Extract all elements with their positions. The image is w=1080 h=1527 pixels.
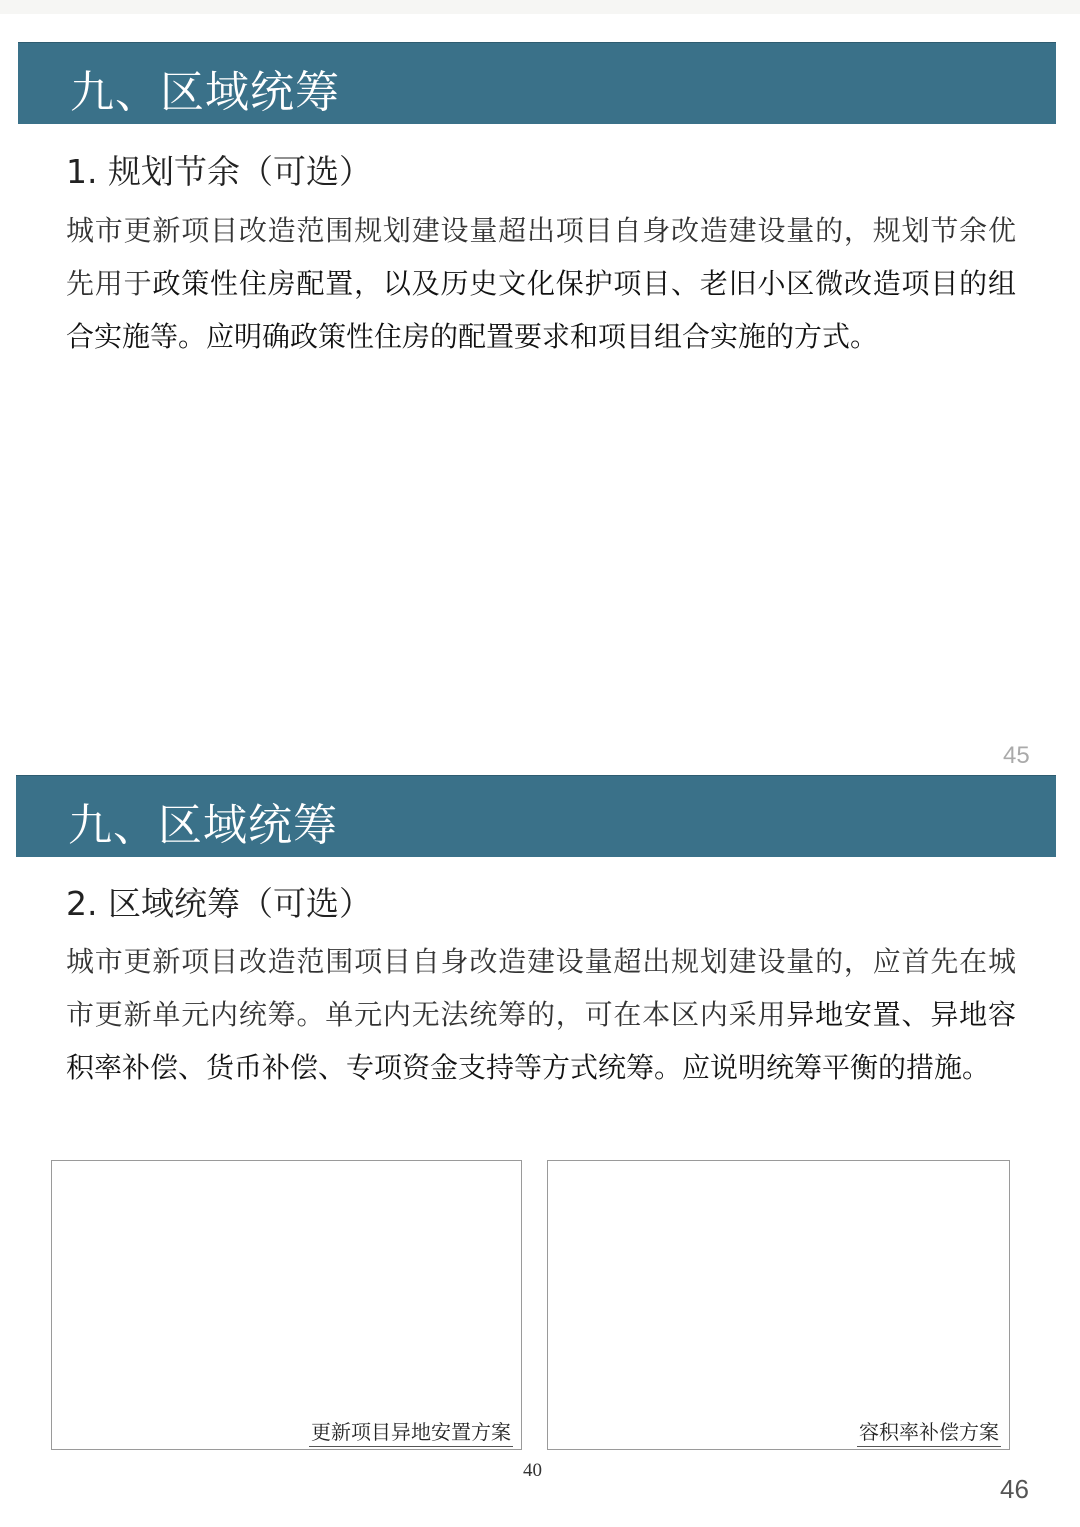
paragraph-text-emphasis: 异地安置、异地容积率补偿、货币补偿、专项资金支持等方式统筹。应说明统筹平衡的措施。 [66,998,1016,1084]
page-number: 46 [1000,1474,1029,1504]
page-number: 45 [1003,742,1030,769]
section-banner-1 [18,42,1056,124]
inner-page-number: 40 [523,1460,542,1481]
section-banner-2 [16,775,1056,857]
figure-relocation-plan [51,1160,522,1450]
paragraph-planning-surplus [66,204,1016,363]
subheading-planning-surplus: 1. 规划节余（可选） [66,152,372,191]
banner-title: 九、区域统筹 [68,800,338,851]
paragraph-text: 城市更新项目改造范围项目自身改造建设量超出规划建设量的，应首先在城市更新单元内统筹。单元内无法统筹的，可在本区内采用 [66,945,1016,1031]
paragraph-regional-coordination [66,935,1016,1094]
subheading-regional-coordination: 2. 区域统筹（可选） [66,884,372,923]
page-top-edge [0,0,1080,14]
paragraph-text: 城市更新项目改造范围规划建设量超出项目自身改造建设量的，规划节余优先用于 [66,214,1016,300]
banner-title: 九、区域统筹 [70,67,340,118]
figure-far-compensation-plan [547,1160,1010,1450]
paragraph-text-emphasis: 政策性住房配置，以及历史文化保护项目、老旧小区微改造项目的组合实施等。应明确政策性住房的配置要求和项目组合实施的方式。 [66,267,1016,353]
figure-caption: 容积率补偿方案 [857,1416,1001,1447]
figure-caption: 更新项目异地安置方案 [309,1416,513,1447]
